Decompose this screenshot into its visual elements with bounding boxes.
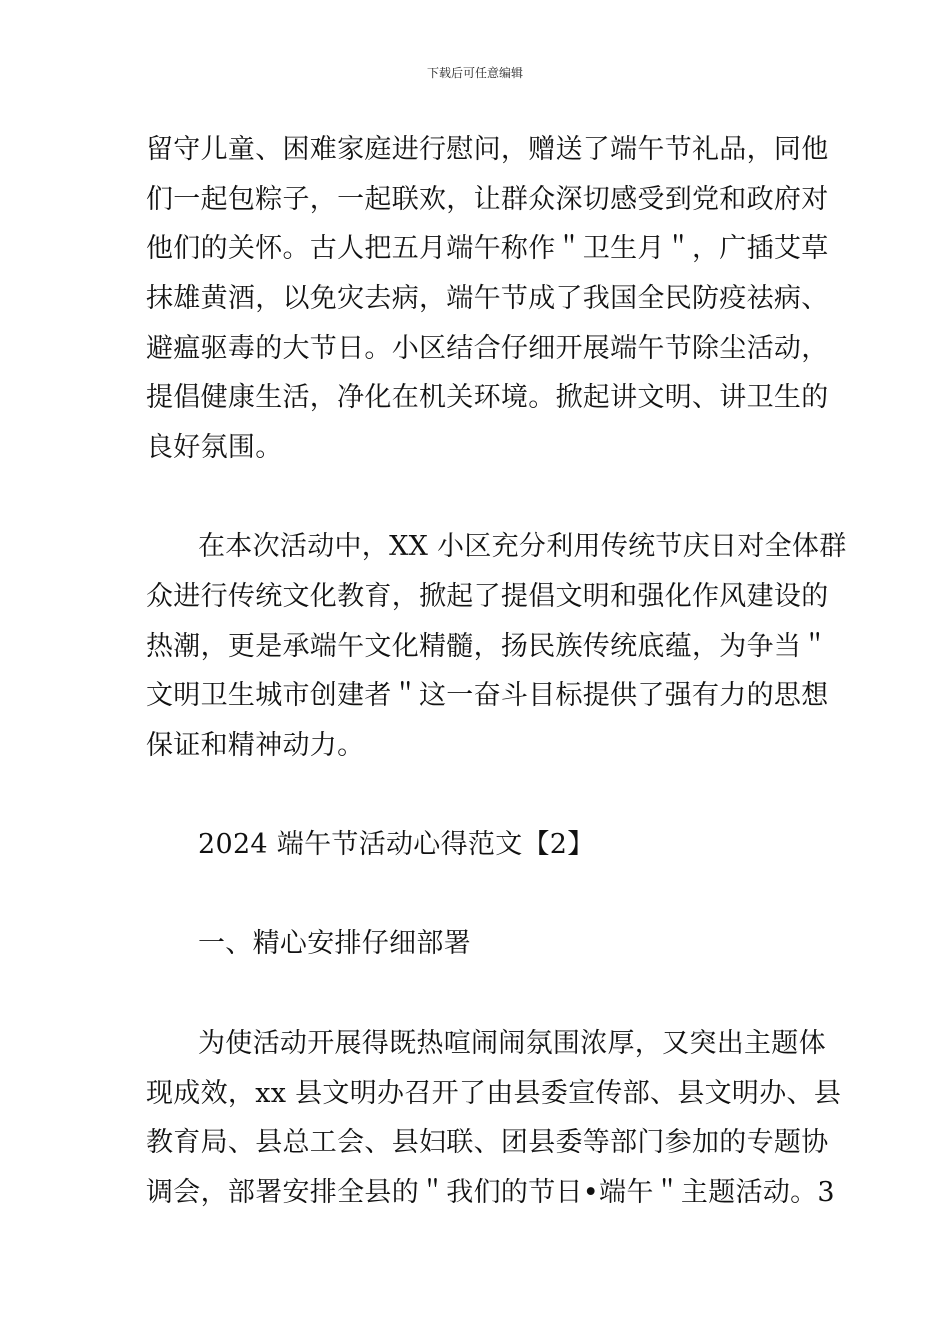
- paragraph-line: 保证和精神动力。: [146, 730, 365, 761]
- paragraph-line: 良好氛围。: [146, 432, 283, 463]
- paragraph-line: 调会，部署安排全县的＂我们的节日•端午＂主题活动。3: [146, 1177, 835, 1208]
- paragraph-line: 抹雄黄酒，以免灾去病，端午节成了我国全民防疫祛病、: [146, 283, 829, 314]
- paragraph-line: 教育局、县总工会、县妇联、团县委等部门参加的专题协: [146, 1127, 829, 1158]
- paragraph-line: 提倡健康生活，净化在机关环境。掀起讲文明、讲卫生的: [146, 382, 829, 413]
- paragraph-line: 在本次活动中，XX 小区充分利用传统节庆日对全体群: [198, 531, 847, 562]
- paragraph-line: 留守儿童、困难家庭进行慰问，赠送了端午节礼品，同他: [146, 134, 829, 165]
- paragraph-line: 避瘟驱毒的大节日。小区结合仔细开展端午节除尘活动，: [146, 333, 829, 364]
- paragraph-line: 为使活动开展得既热喧闹闹氛围浓厚，又突出主题体: [198, 1028, 826, 1059]
- paragraph-line: 众进行传统文化教育，掀起了提倡文明和强化作风建设的: [146, 581, 829, 612]
- page-header-note: 下载后可任意编辑: [426, 66, 523, 80]
- paragraph-line: 现成效，xx 县文明办召开了由县委宣传部、县文明办、县: [146, 1078, 842, 1109]
- paragraph-line: 热潮，更是承端午文化精髓，扬民族传统底蕴，为争当＂: [146, 631, 829, 662]
- subheading: 一、精心安排仔细部署: [198, 928, 471, 959]
- paragraph-line: 他们的关怀。古人把五月端午称作＂卫生月＂，广插艾草: [146, 233, 829, 264]
- paragraph-line: 文明卫生城市创建者＂这一奋斗目标提供了强有力的思想: [146, 680, 829, 711]
- section-title: 2024 端午节活动心得范文【2】: [198, 829, 595, 860]
- paragraph-line: 们一起包粽子，一起联欢，让群众深切感受到党和政府对: [146, 184, 829, 215]
